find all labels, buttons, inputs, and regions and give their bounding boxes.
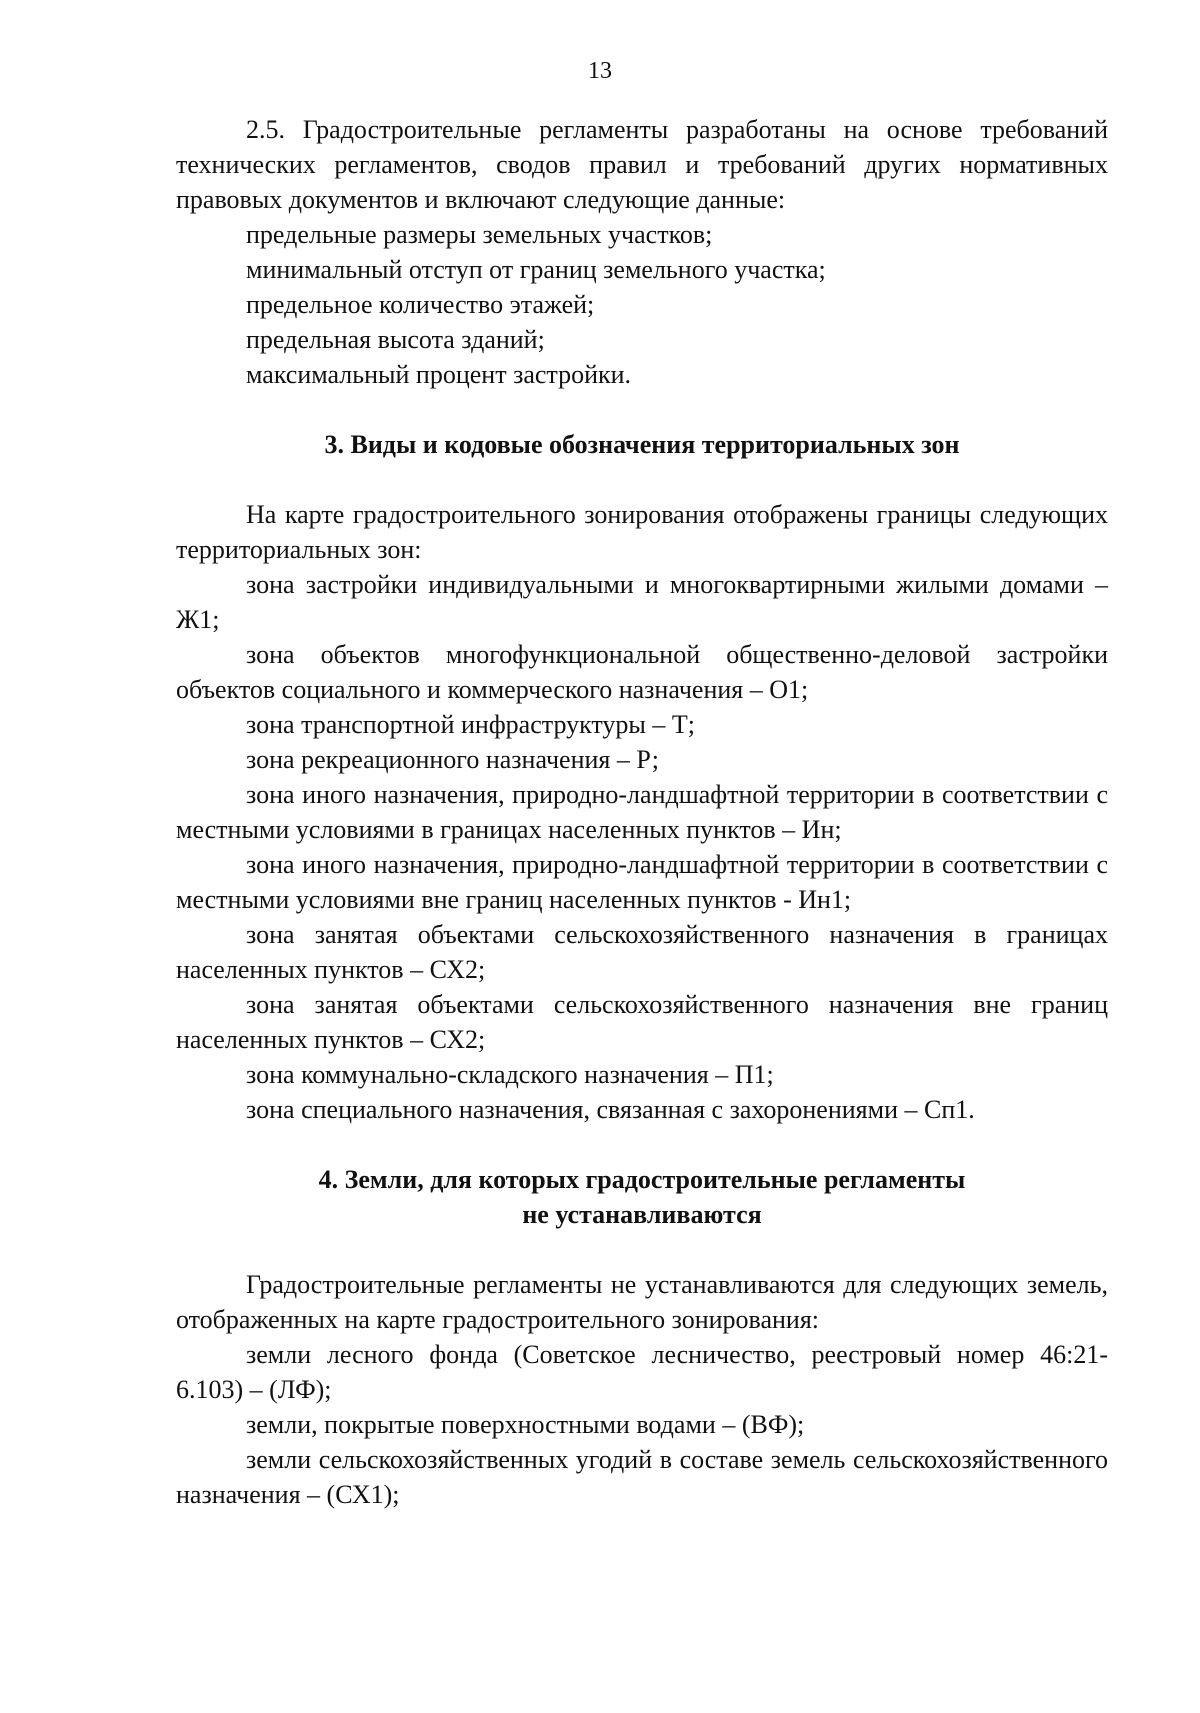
page-number: 13 <box>588 58 612 84</box>
section-4-heading-line-1: 4. Земли, для которых градостроительные регламенты <box>318 1165 966 1194</box>
section-2-5-intro: 2.5. Градостроительные регламенты разработаны на основе требований технических регламентов, сводов правил и требований других нормативных правовых документов и включают следующие данные: <box>176 115 1108 214</box>
zone-item: зона коммунально-складского назначения – П1; <box>246 1060 774 1089</box>
list-item: предельные размеры земельных участков; <box>246 220 713 249</box>
section-3-intro: На карте градостроительного зонирования отображены границы следующих территориальных зон: <box>176 500 1108 564</box>
land-item: земли, покрытые поверхностными водами – (ВФ); <box>246 1410 805 1439</box>
zone-item: зона рекреационного назначения – Р; <box>246 745 660 774</box>
zone-item: зона иного назначения, природно-ландшафтной территории в соответствии с местными условиями вне границ населенных пунктов - Ин1; <box>176 850 1108 914</box>
page-content <box>176 112 1108 1512</box>
zone-item: зона специального назначения, связанная с захоронениями – Сп1. <box>246 1095 975 1124</box>
list-item: минимальный отступ от границ земельного участка; <box>246 255 826 284</box>
section-4-intro: Градостроительные регламенты не устанавливаются для следующих земель, отображенных на карте градостроительного зонирования: <box>176 1270 1108 1334</box>
land-item: земли сельскохозяйственных угодий в составе земель сельскохозяйственного назначения – (СХ1); <box>176 1445 1108 1509</box>
zone-item: зона объектов многофункциональной общественно-деловой застройки объектов социального и коммерческого назначения – О1; <box>176 640 1108 704</box>
zone-item: зона занятая объектами сельскохозяйственного назначения в границах населенных пунктов – СХ2; <box>176 920 1108 984</box>
list-item: максимальный процент застройки. <box>246 360 632 389</box>
zone-item: зона занятая объектами сельскохозяйственного назначения вне границ населенных пунктов – СХ2; <box>176 990 1108 1054</box>
section-3-heading: 3. Виды и кодовые обозначения территориальных зон <box>324 430 960 459</box>
list-item: предельное количество этажей; <box>246 290 595 319</box>
list-item: предельная высота зданий; <box>246 325 545 354</box>
zone-item: зона иного назначения, природно-ландшафтной территории в соответствии с местными условиями в границах населенных пунктов – Ин; <box>176 780 1108 844</box>
section-4-heading-line-2: не устанавливаются <box>522 1200 762 1229</box>
land-item: земли лесного фонда (Советское лесничество, реестровый номер 46:21-6.103) – (ЛФ); <box>176 1340 1108 1404</box>
zone-item: зона транспортной инфраструктуры – Т; <box>246 710 695 739</box>
zone-item: зона застройки индивидуальными и многоквартирными жилыми домами – Ж1; <box>176 570 1108 634</box>
section-4-heading <box>176 1162 1108 1232</box>
